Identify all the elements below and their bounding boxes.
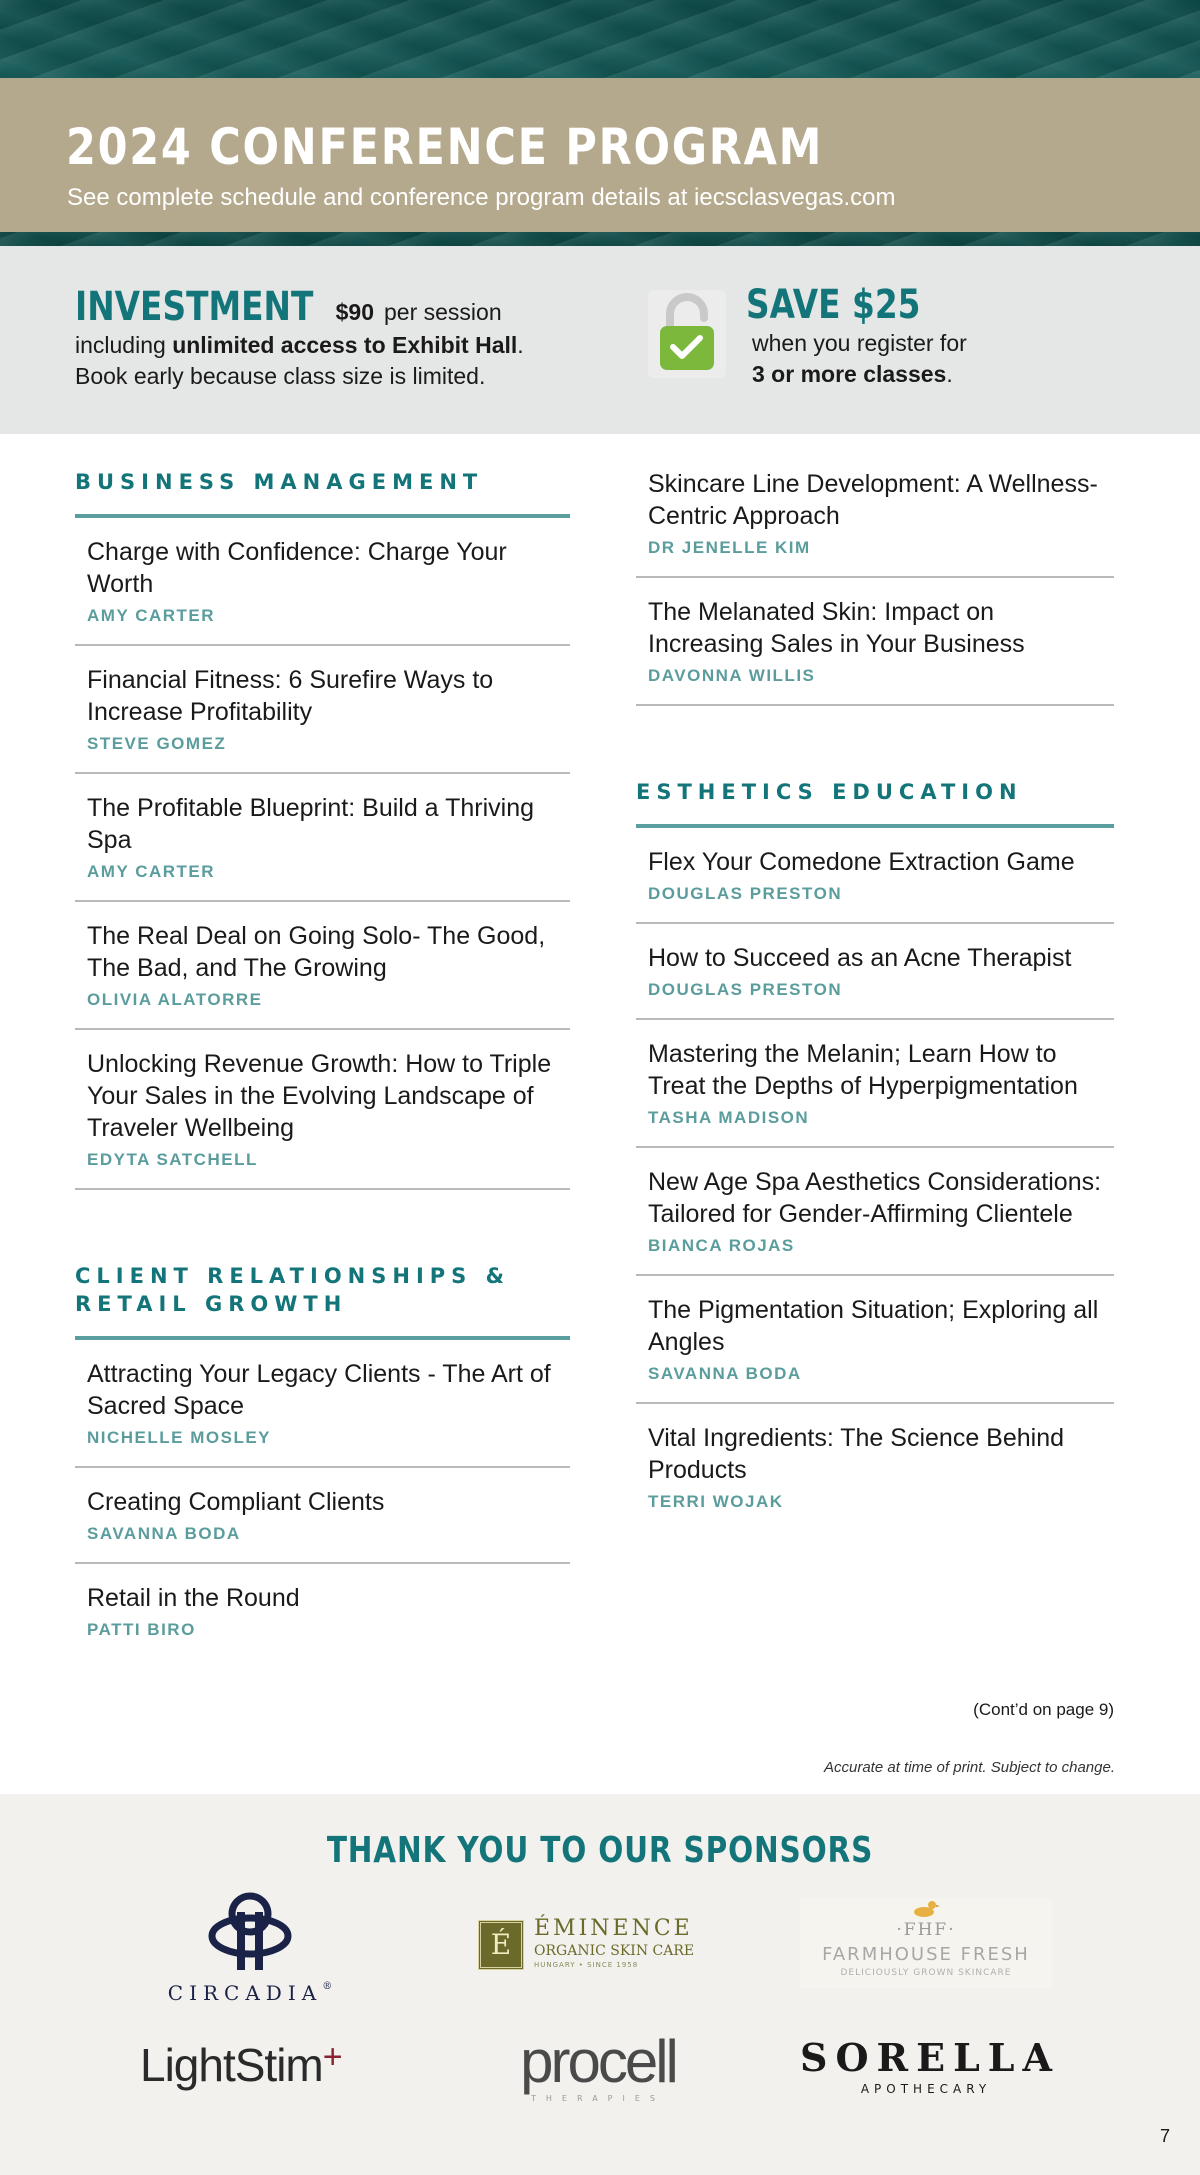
session-title: Mastering the Melanin; Learn How to Treat the Depths of Hyperpigmentation bbox=[648, 1040, 1078, 1100]
farmhouse-tagline: DELICIOUSLY GROWN SKINCARE bbox=[840, 1968, 1012, 1978]
session-title: Charge with Confidence: Charge Your Worth bbox=[87, 538, 507, 598]
session-speaker: DOUGLAS PRESTON bbox=[648, 980, 843, 999]
session-title: Creating Compliant Clients bbox=[87, 1488, 385, 1516]
session-speaker: AMY CARTER bbox=[87, 606, 216, 625]
session-speaker: DR JENELLE KIM bbox=[648, 538, 811, 557]
save-line-1: when you register for bbox=[752, 330, 967, 356]
sorella-logo bbox=[800, 2034, 1061, 2110]
procell-name: procell bbox=[520, 2028, 676, 2095]
sorella-name: SORELLA bbox=[800, 2035, 1061, 2080]
session-speaker: SAVANNA BODA bbox=[87, 1524, 241, 1543]
session-item bbox=[75, 518, 570, 646]
session-item bbox=[75, 1030, 570, 1190]
investment-price: $90 bbox=[335, 299, 374, 325]
session-speaker: OLIVIA ALATORRE bbox=[87, 990, 263, 1009]
investment-per: per session bbox=[384, 299, 502, 325]
session-speaker: DAVONNA WILLIS bbox=[648, 666, 816, 685]
eminence-logo bbox=[478, 1916, 718, 1976]
session-speaker: AMY CARTER bbox=[87, 862, 216, 881]
page-title: 2024 CONFERENCE PROGRAM bbox=[66, 118, 824, 176]
section-title: ESTHETICS EDUCATION bbox=[636, 778, 1114, 828]
session-item bbox=[75, 902, 570, 1030]
session-item bbox=[75, 1468, 570, 1564]
lightstim-plus: + bbox=[322, 2038, 343, 2076]
procell-logo bbox=[478, 2030, 718, 2110]
circadia-mark-icon bbox=[205, 1890, 295, 1972]
session-title: The Profitable Blueprint: Build a Thriving Spa bbox=[87, 794, 534, 854]
right-column bbox=[636, 434, 1114, 1530]
farmhouse-fresh-logo bbox=[800, 1898, 1052, 1988]
save-line2-bold: 3 or more classes bbox=[752, 361, 947, 387]
session-title: Vital Ingredients: The Science Behind Products bbox=[648, 1424, 1065, 1484]
investment-line-2 bbox=[75, 330, 635, 361]
eminence-name: ÉMINENCE bbox=[534, 1916, 693, 1941]
investment-line2-suffix: . bbox=[517, 332, 524, 358]
session-title: Retail in the Round bbox=[87, 1584, 300, 1612]
session-speaker: NICHELLE MOSLEY bbox=[87, 1428, 272, 1447]
continued-note: (Cont’d on page 9) bbox=[973, 1700, 1114, 1719]
investment-line2-bold: unlimited access to Exhibit Hall bbox=[172, 332, 518, 358]
page-number: 7 bbox=[1160, 2126, 1171, 2146]
session-title: Financial Fitness: 6 Surefire Ways to Increase Profitability bbox=[87, 666, 494, 726]
section-title: CLIENT RELATIONSHIPS & RETAIL GROWTH bbox=[75, 1262, 570, 1340]
session-title: Attracting Your Legacy Clients - The Art of Sacred Space bbox=[87, 1360, 551, 1420]
farmhouse-monogram: ·FHF· bbox=[896, 1920, 956, 1940]
sponsors-heading: THANK YOU TO OUR SPONSORS bbox=[326, 1830, 874, 1871]
investment-line-3: Book early because class size is limited. bbox=[75, 363, 486, 389]
section-title: BUSINESS MANAGEMENT bbox=[75, 468, 570, 518]
unlock-check-icon bbox=[646, 288, 728, 380]
session-item bbox=[636, 1276, 1114, 1404]
continued-sessions bbox=[636, 434, 1114, 706]
session-item bbox=[75, 646, 570, 774]
investment-info bbox=[75, 284, 635, 392]
circadia-name: CIRCADIA bbox=[167, 1981, 323, 2005]
session-title: Skincare Line Development: A Wellness-Centric Approach bbox=[648, 470, 1098, 530]
farmhouse-name: FARMHOUSE FRESH bbox=[822, 1944, 1030, 1965]
circadia-wordmark bbox=[150, 1981, 350, 2005]
session-item bbox=[75, 1564, 570, 1658]
save-heading: SAVE $25 bbox=[746, 282, 921, 328]
save-info bbox=[746, 282, 1166, 390]
session-item bbox=[636, 450, 1114, 578]
eminence-sub: HUNGARY • SINCE 1958 bbox=[534, 1961, 639, 1969]
circadia-registered: ® bbox=[322, 1981, 333, 1992]
eminence-letter: É bbox=[478, 1920, 524, 1970]
session-item bbox=[75, 1340, 570, 1468]
investment-heading: INVESTMENT bbox=[75, 284, 314, 330]
session-item bbox=[636, 1404, 1114, 1530]
save-line2-suffix: . bbox=[946, 361, 953, 387]
sorella-sub: APOTHECARY bbox=[860, 2082, 992, 2096]
session-title: New Age Spa Aesthetics Considerations: Tailored for Gender-Affirming Clientele bbox=[648, 1168, 1102, 1228]
sponsors-section bbox=[0, 1794, 1200, 2175]
procell-sub: THERAPIES bbox=[531, 2094, 665, 2103]
section-esthetics-education bbox=[636, 706, 1114, 1530]
section-client-relationships bbox=[75, 1190, 570, 1658]
lightstim-logo bbox=[140, 2038, 360, 2098]
session-title: Flex Your Comedone Extraction Game bbox=[648, 848, 1075, 876]
session-item bbox=[636, 828, 1114, 924]
session-title: The Pigmentation Situation; Exploring all Angles bbox=[648, 1296, 1099, 1356]
session-title: How to Succeed as an Acne Therapist bbox=[648, 944, 1072, 972]
session-speaker: BIANCA ROJAS bbox=[648, 1236, 795, 1255]
disclaimer-note: Accurate at time of print. Subject to change. bbox=[824, 1759, 1115, 1776]
investment-line2-prefix: including bbox=[75, 332, 173, 358]
lightstim-name: LightStim bbox=[140, 2039, 323, 2091]
eminence-tagline: ORGANIC SKIN CARE bbox=[534, 1943, 695, 1959]
session-item bbox=[636, 924, 1114, 1020]
save-line-2 bbox=[752, 359, 1166, 390]
session-title: The Melanated Skin: Impact on Increasing Sales in Your Business bbox=[648, 598, 1025, 658]
header-banner bbox=[0, 0, 1200, 246]
page-subtitle: See complete schedule and conference program details at iecsclasvegas.com bbox=[67, 184, 896, 211]
session-speaker: PATTI BIRO bbox=[87, 1620, 196, 1639]
session-item bbox=[636, 1020, 1114, 1148]
circadia-logo bbox=[150, 1890, 350, 2005]
session-speaker: STEVE GOMEZ bbox=[87, 734, 227, 753]
session-title: Unlocking Revenue Growth: How to Triple Your Sales in the Evolving Landscape of Traveler Wellbeing bbox=[87, 1050, 552, 1142]
investment-bar bbox=[0, 246, 1200, 434]
left-column bbox=[75, 434, 570, 1658]
session-item bbox=[636, 578, 1114, 706]
session-title: The Real Deal on Going Solo- The Good, The Bad, and The Growing bbox=[87, 922, 546, 982]
session-speaker: TASHA MADISON bbox=[648, 1108, 810, 1127]
session-speaker: TERRI WOJAK bbox=[648, 1492, 784, 1511]
session-item bbox=[636, 1148, 1114, 1276]
session-speaker: SAVANNA BODA bbox=[648, 1364, 802, 1383]
section-business-management bbox=[75, 434, 570, 1190]
session-speaker: DOUGLAS PRESTON bbox=[648, 884, 843, 903]
session-item bbox=[75, 774, 570, 902]
session-speaker: EDYTA SATCHELL bbox=[87, 1150, 258, 1169]
duck-icon bbox=[910, 1898, 940, 1918]
title-band bbox=[0, 78, 1200, 232]
